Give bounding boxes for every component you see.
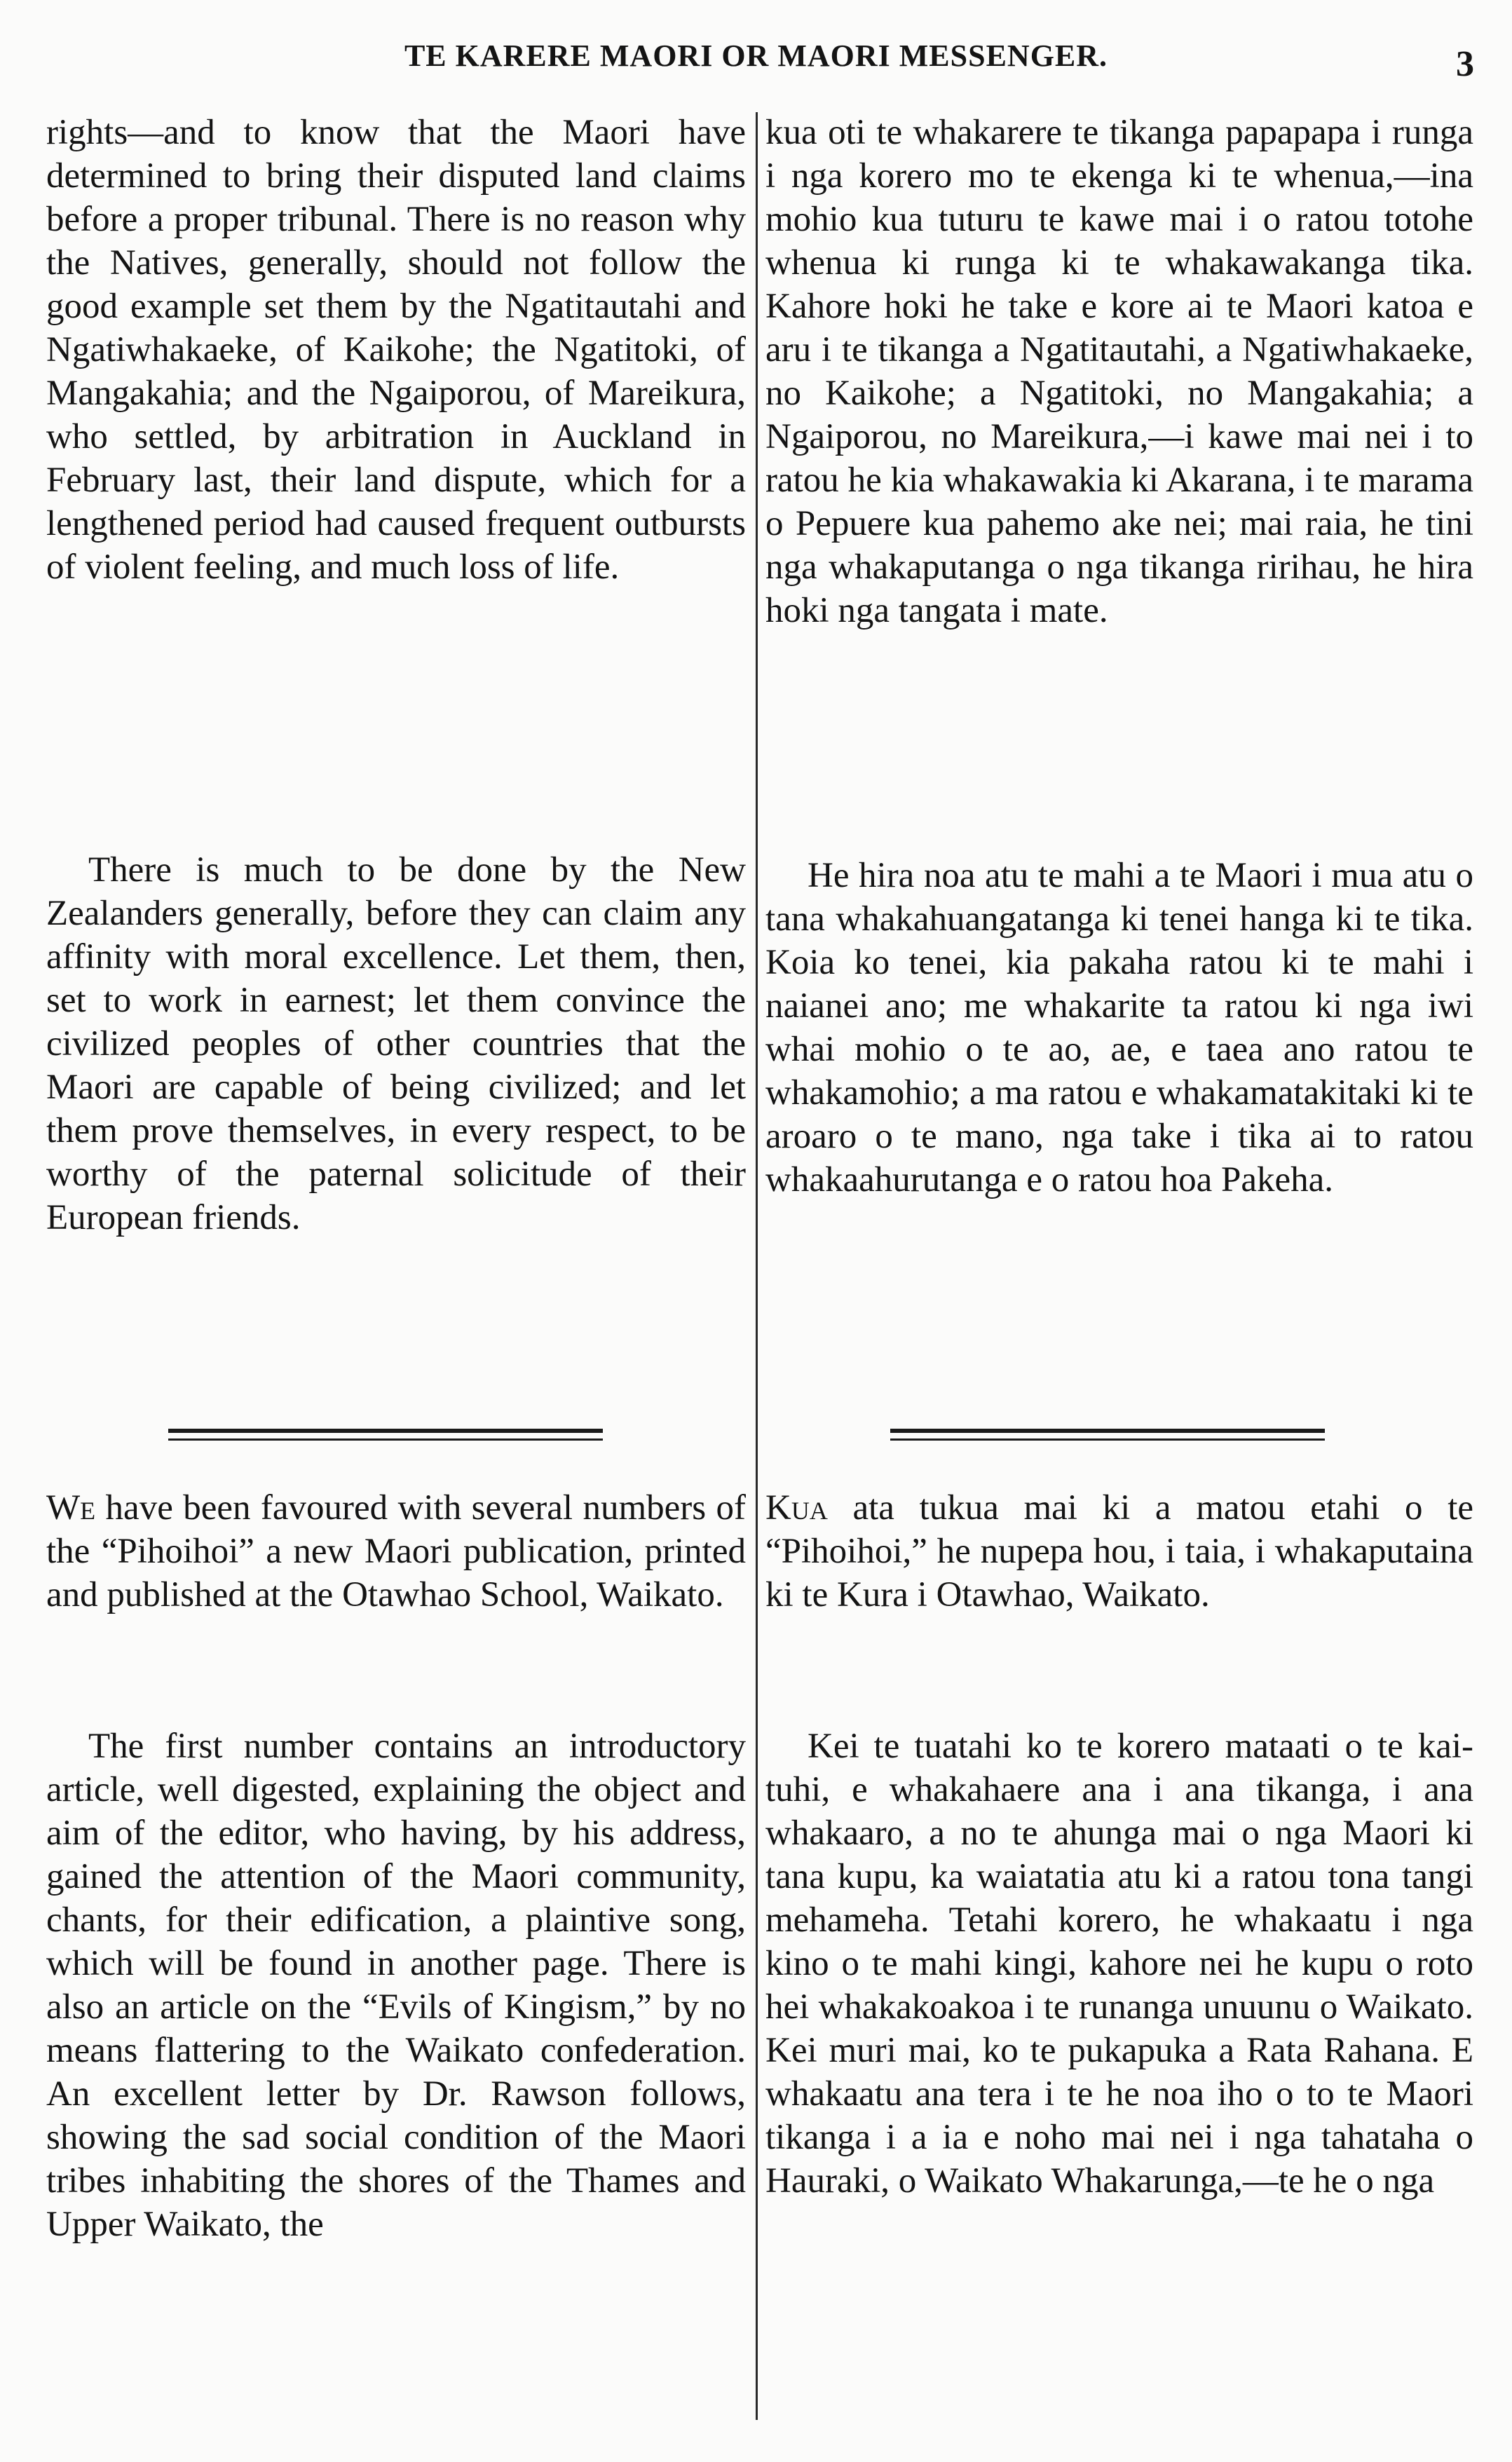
maori-paragraph-4-text: Kei te tuatahi ko te korero mataati o te kai-tuhi, e whakahaere ana i ana tikanga, i ana whakaaro, a no te ahunga mai o nga Maori ki tana kupu, ka waiatatia atu ki a ratou tona tangi mehameha. Tetahi korero, he whakaatu i nga kino o te mahi kingi, kahore nei he kupu o roto hei whakakoakoa i te runanga unuunu o Waikato. Kei muri mai, ko te pukapuka a Rata Rahana. E whakaatu ana tera i te he noa iho o to te Maori tikanga i a ia e noho mai nei i nga tahataha o Hauraki, o Waikato Whakarunga,—te he o nga — [765, 1727, 1473, 2201]
english-paragraph-4 — [46, 1725, 746, 2246]
english-paragraph-2 — [46, 848, 746, 1239]
page-number: 3 — [1456, 44, 1474, 84]
maori-paragraph-3-text: ata tukua mai ki a matou etahi o te “Pihoihoi,” he nupepa hou, i taia, i whakaputaina ki te Kura i Otawhao, Waikato. — [765, 1488, 1473, 1614]
english-paragraph-4-text: The first number contains an introductory article, well digested, explaining the object and aim of the editor, who having, by his address, gained the attention of the Maori community, chants, for their edification, a plaintive song, which will be found in another page. There is also an article on the “Evils of Kingism,” by no means flattering to the Waikato confederation. An excellent letter by Dr. Rawson follows, showing the sad social condition of the Maori tribes inhabiting the shores of the Thames and Upper Waikato, the — [46, 1727, 746, 2244]
english-paragraph-1 — [46, 111, 746, 589]
maori-paragraph-4 — [765, 1725, 1473, 2203]
english-section-rule — [168, 1429, 603, 1441]
maori-section-rule — [890, 1429, 1325, 1441]
english-paragraph-3-text: have been favoured with several numbers of the “Pihoihoi” a new Maori publication, printed and published at the Otawhao School, Waikato. — [46, 1488, 746, 1614]
maori-paragraph-2 — [765, 854, 1473, 1202]
maori-paragraph-1 — [765, 111, 1473, 632]
english-paragraph-3-lead: We — [46, 1488, 96, 1528]
english-paragraph-3 — [46, 1486, 746, 1617]
maori-paragraph-2-text: He hira noa atu te mahi a te Maori i mua atu o tana whakahuangatanga ki tenei hanga ki te tika. Koia ko tenei, kia pakaha ratou ki te mahi i naianei ano; me whakarite ta ratou ki nga iwi whai mohio o te ao, ae, e taea ano ratou te whakamohio; a ma ratou e whakamatakitaki ki te aroaro o te mano, nga take i tika ai to ratou whakaahurutanga e o ratou hoa Pakeha. — [765, 856, 1473, 1199]
english-paragraph-1-text: rights—and to know that the Maori have determined to bring their disputed land claims before a proper tribunal. There is no reason why the Natives, generally, should not follow the good example set them by the Ngatitautahi and Ngatiwhakaeke, of Kaikohe; the Ngatitoki, of Mangakahia; and the Ngaiporou, of Mareikura, who settled, by arbitration in Auckland in February last, their land dispute, which for a lengthened period had caused frequent outbursts of violent feeling, and much loss of life. — [46, 113, 746, 587]
column-divider — [756, 112, 758, 2420]
maori-paragraph-3 — [765, 1486, 1473, 1617]
maori-paragraph-1-text: kua oti te whakarere te tikanga papapapa i runga i nga korero mo te ekenga ki te whenua,—ina mohio kua tuturu te kawe mai i o ratou totohe whenua ki runga ki te whakawakanga tika. Kahore hoki he take e kore ai te Maori katoa e aru i te tikanga a Ngatitautahi, a Ngatiwhakaeke, no Kaikohe; a Ngatitoki, no Mangakahia; a Ngaiporou, no Mareikura,—i kawe mai nei i to ratou he kia whakawakia ki Akarana, i te marama o Pepuere kua pahemo ake nei; mai raia, he tini nga whakaputanga o nga tikanga ririhau, he hira hoki nga tangata i mate. — [765, 113, 1473, 630]
english-paragraph-2-text: There is much to be done by the New Zealanders generally, before they can claim any affinity with moral excellence. Let them, then, set to work in earnest; let them convince the civilized peoples of other countries that the Maori are capable of being civilized; and let them prove themselves, in every respect, to be worthy of the paternal solicitude of their European friends. — [46, 850, 746, 1237]
running-title: TE KARERE MAORI OR MAORI MESSENGER. — [404, 39, 1108, 73]
maori-paragraph-3-lead: Kua — [765, 1488, 828, 1528]
